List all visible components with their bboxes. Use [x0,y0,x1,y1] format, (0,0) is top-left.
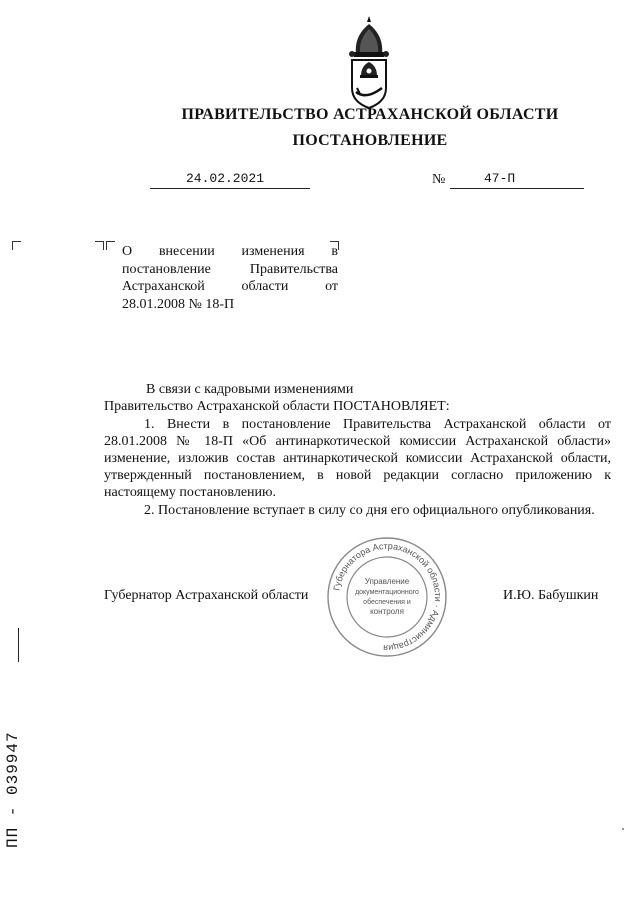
intro-line-2: Правительство Астраханской области ПОСТАНОВЛЯЕТ: [104,399,450,414]
signatory-position: Губернатор Астраханской области [104,588,309,603]
serial-number: ПП - 039947 [4,731,22,848]
corner-mark-mid-right [106,241,115,250]
stamp-line-4: контроля [370,607,404,616]
document-type-title: ПОСТАНОВЛЕНИЕ [292,132,448,149]
scan-speck [622,828,624,830]
stamp-ring-text: Губернатора Астраханской области · Администрация [331,540,444,654]
document-date: 24.02.2021 [186,171,265,186]
date-underline [150,187,310,189]
margin-mark [18,628,19,662]
document-subject: О внесении изменения в постановление Правительства Астраханской области от 28.01.2008 № 18-П [122,244,338,312]
intro-line-1: В связи с кадровыми изменениями [146,382,354,397]
document-number: 47-П [484,171,516,186]
astrakhan-coat-of-arms-icon [346,14,392,112]
signatory-name: И.Ю. Бабушкин [503,588,599,603]
corner-mark-top-left [12,241,21,250]
official-stamp [326,536,448,658]
stamp-line-2: документационного [355,589,419,596]
body-item-1: 1. Внести в постановление Правительства Астраханской области от 28.01.2008 № 18-П «Об антинаркотической комиссии Астраханской области» изменение, изложив состав антинаркотической комиссии Астраханской области, утвержденный постановлением, в новой редакции согласно приложению к настоящему постановлению. [104,417,611,500]
coat-of-arms [346,14,392,112]
stamp-line-3: обеспечения и [363,599,411,606]
number-label: № [432,172,446,187]
number-underline [450,187,584,189]
stamp-line-1: Управление [364,577,410,586]
government-title: ПРАВИТЕЛЬСТВО АСТРАХАНСКОЙ ОБЛАСТИ [181,106,559,123]
body-item-2: 2. Постановление вступает в силу со дня его официального опубликования. [144,503,595,518]
corner-mark-mid-left [95,241,104,250]
